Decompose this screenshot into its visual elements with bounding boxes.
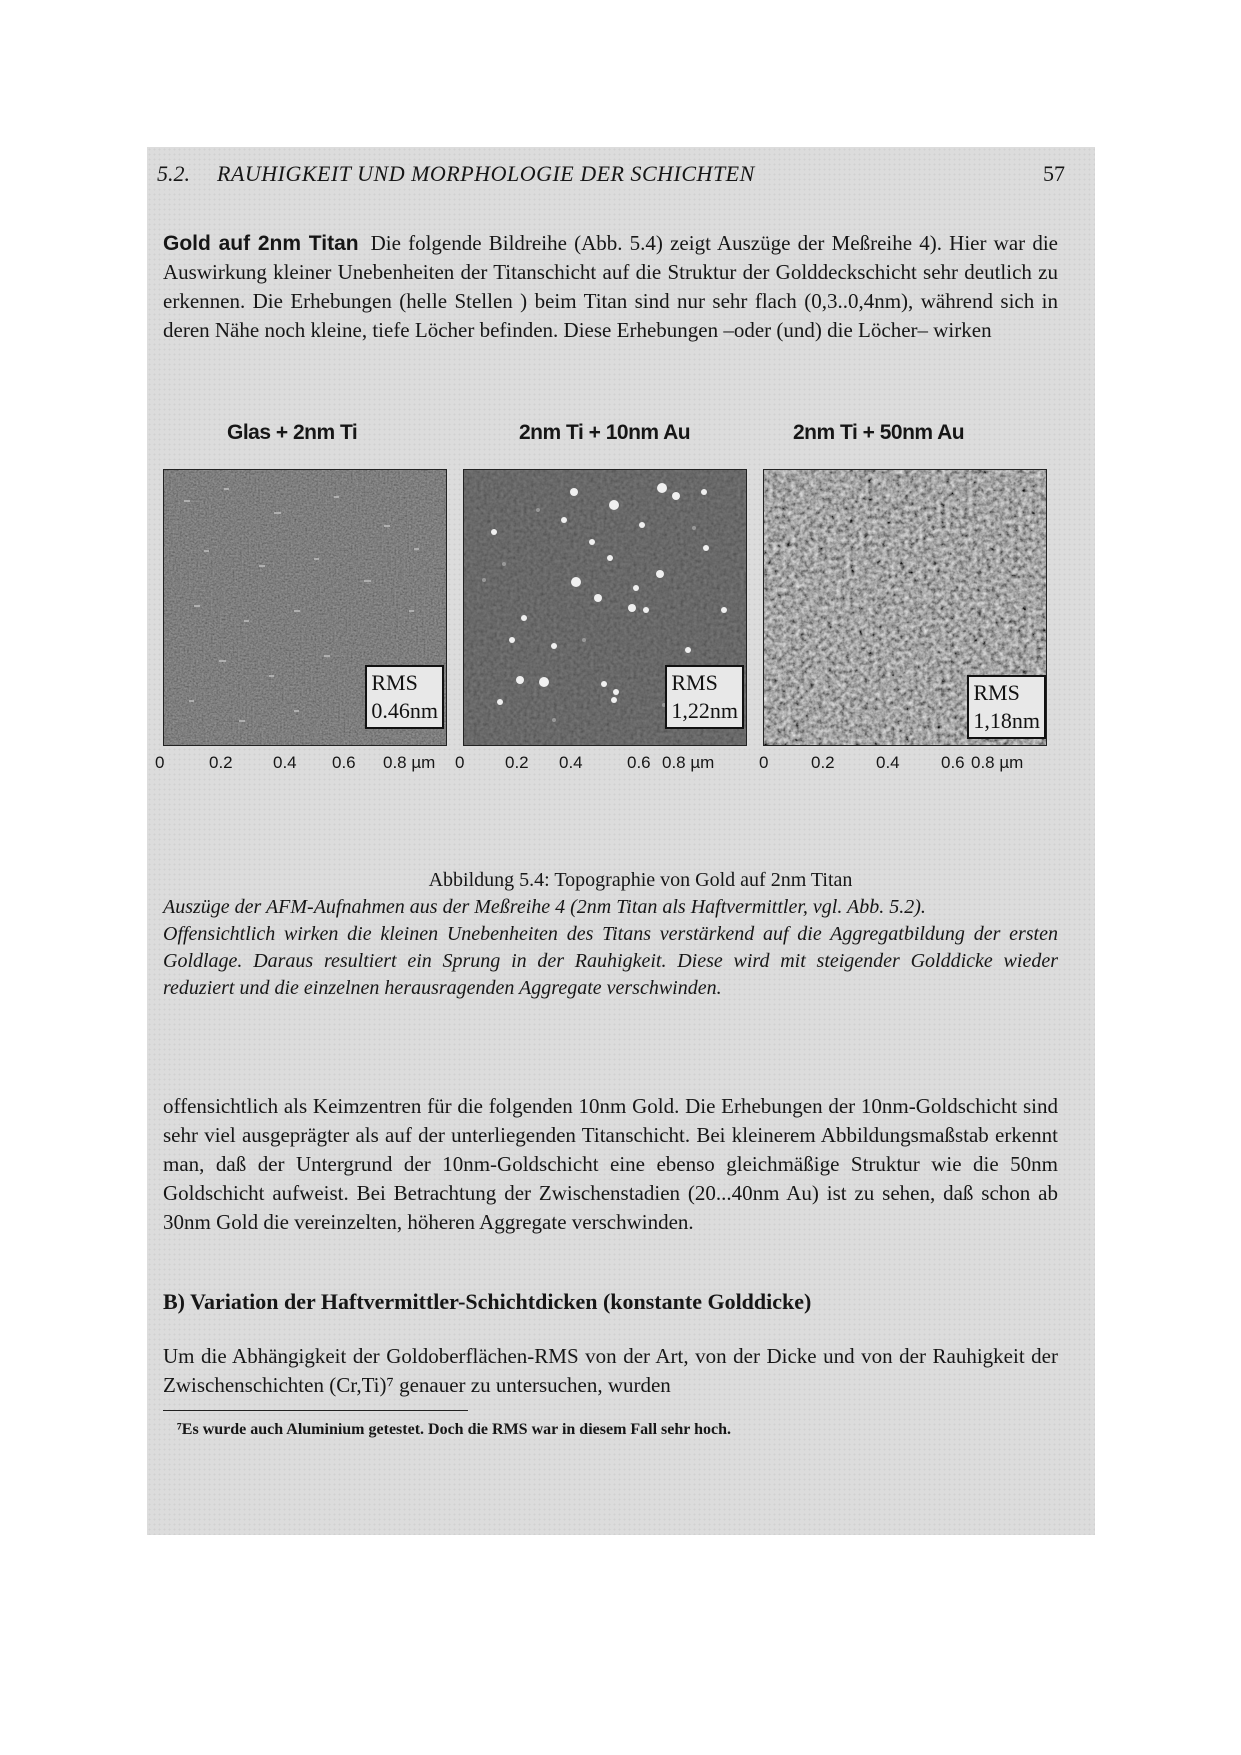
tick-label: 0 <box>155 753 165 772</box>
rms-value: 0.46nm <box>371 698 438 723</box>
axis-3 <box>751 753 1071 779</box>
rms-box-3 <box>967 675 1046 739</box>
tick-label: 0 <box>455 753 465 772</box>
footnote: ⁷Es wurde auch Aluminium getestet. Doch die RMS war in diesem Fall sehr hoch. <box>177 1421 731 1438</box>
panel-title-2: 2nm Ti + 10nm Au <box>519 421 691 444</box>
footnote-rule <box>163 1410 468 1411</box>
rms-value: 1,18nm <box>973 708 1040 733</box>
run-in-heading: Gold auf 2nm Titan <box>163 232 359 255</box>
axis-1 <box>147 753 447 779</box>
rms-box-2 <box>665 665 744 729</box>
tick-label: 0.8 µm <box>383 753 436 772</box>
paragraph-haftvermittler: Um die Abhängigkeit der Goldoberflächen-RMS von der Art, von der Dicke und von der Rauhigkeit der Zwischenschichten (Cr,Ti)⁷ genauer zu untersuchen, wurden <box>163 1344 1058 1397</box>
subsection-heading: B) Variation der Haftvermittler-Schichtdicken (konstante Golddicke) <box>163 1289 812 1314</box>
paragraph-keimzentren: offensichtlich als Keimzentren für die folgenden 10nm Gold. Die Erhebungen der 10nm-Goldschicht sind sehr viel ausgeprägter als auf der unterliegenden Titanschicht. Bei kleinerem Abbildungsmaßstab erkennt man, daß der Untergrund der 10nm-Goldschicht eine ebenso gleichmäßige Struktur wie die 50nm Goldschicht aufweist. Bei Betrachtung der Zwischenstadien (20...40nm Au) ist zu sehen, daß schon ab 30nm Gold die vereinzelten, höheren Aggregate verschwinden. <box>163 1094 1058 1234</box>
tick-label: 0.6 <box>627 753 651 772</box>
tick-label: 0.2 <box>505 753 529 772</box>
afm-image-3 <box>763 469 1047 746</box>
tick-label: 0.4 <box>273 753 297 772</box>
rms-box-1 <box>365 665 444 729</box>
rms-label: RMS <box>371 670 418 695</box>
tick-label: 0.4 <box>559 753 583 772</box>
panel-title-3: 2nm Ti + 50nm Au <box>793 421 965 444</box>
section-number: 5.2. <box>157 161 190 186</box>
tick-label: 0.2 <box>209 753 233 772</box>
section-title: RAUHIGKEIT UND MORPHOLOGIE DER SCHICHTEN <box>217 161 755 186</box>
tick-label: 0 <box>759 753 769 772</box>
caption-title: Abbildung 5.4: Topographie von Gold auf 2nm Titan <box>428 869 853 891</box>
rms-label: RMS <box>671 670 718 695</box>
scanned-page <box>147 147 1095 1535</box>
tick-label: 0.6 <box>941 753 965 772</box>
tick-label: 0.8 µm <box>971 753 1024 772</box>
paragraph-text: Die folgende Bildreihe (Abb. 5.4) zeigt Auszüge der Meßreihe 4). Hier war die Auswirkung kleiner Unebenheiten der Titanschicht auf die Struktur der Golddeckschicht sehr deutlich zu erkennen. Die Erhebungen (helle Stellen ) beim Titan sind nur sehr flach (0,3..0,4nm), während sich in deren Nähe noch kleine, tiefe Löcher befinden. Diese Erhebungen –oder (und) die Löcher– wirken <box>163 231 1058 342</box>
rms-value: 1,22nm <box>671 698 738 723</box>
page-number: 57 <box>1043 161 1065 186</box>
rms-label: RMS <box>973 680 1020 705</box>
paragraph-gold-on-titanium <box>163 229 1058 345</box>
afm-image-1 <box>163 469 447 746</box>
figure-caption <box>163 867 1058 1002</box>
panel-title-1: Glas + 2nm Ti <box>227 421 358 444</box>
afm-image-2 <box>463 469 747 746</box>
caption-body-1: Auszüge der AFM-Aufnahmen aus der Meßreihe 4 (2nm Titan als Haftvermittler, vgl. Abb. 5.2). <box>163 896 926 918</box>
tick-label: 0.2 <box>811 753 835 772</box>
tick-label: 0.4 <box>876 753 900 772</box>
figure-5-4 <box>147 417 1095 937</box>
axis-2 <box>447 753 757 779</box>
running-header <box>157 161 1065 191</box>
tick-label: 0.8 µm <box>662 753 715 772</box>
tick-label: 0.6 <box>332 753 356 772</box>
caption-body-2: Offensichtlich wirken die kleinen Unebenheiten des Titans verstärkend auf die Aggregatbildung der ersten Goldlage. Daraus resultiert ein Sprung in der Rauhigkeit. Diese wird mit steigender Golddicke wieder reduziert und die einzelnen herausragenden Aggregate verschwinden. <box>163 923 1058 999</box>
